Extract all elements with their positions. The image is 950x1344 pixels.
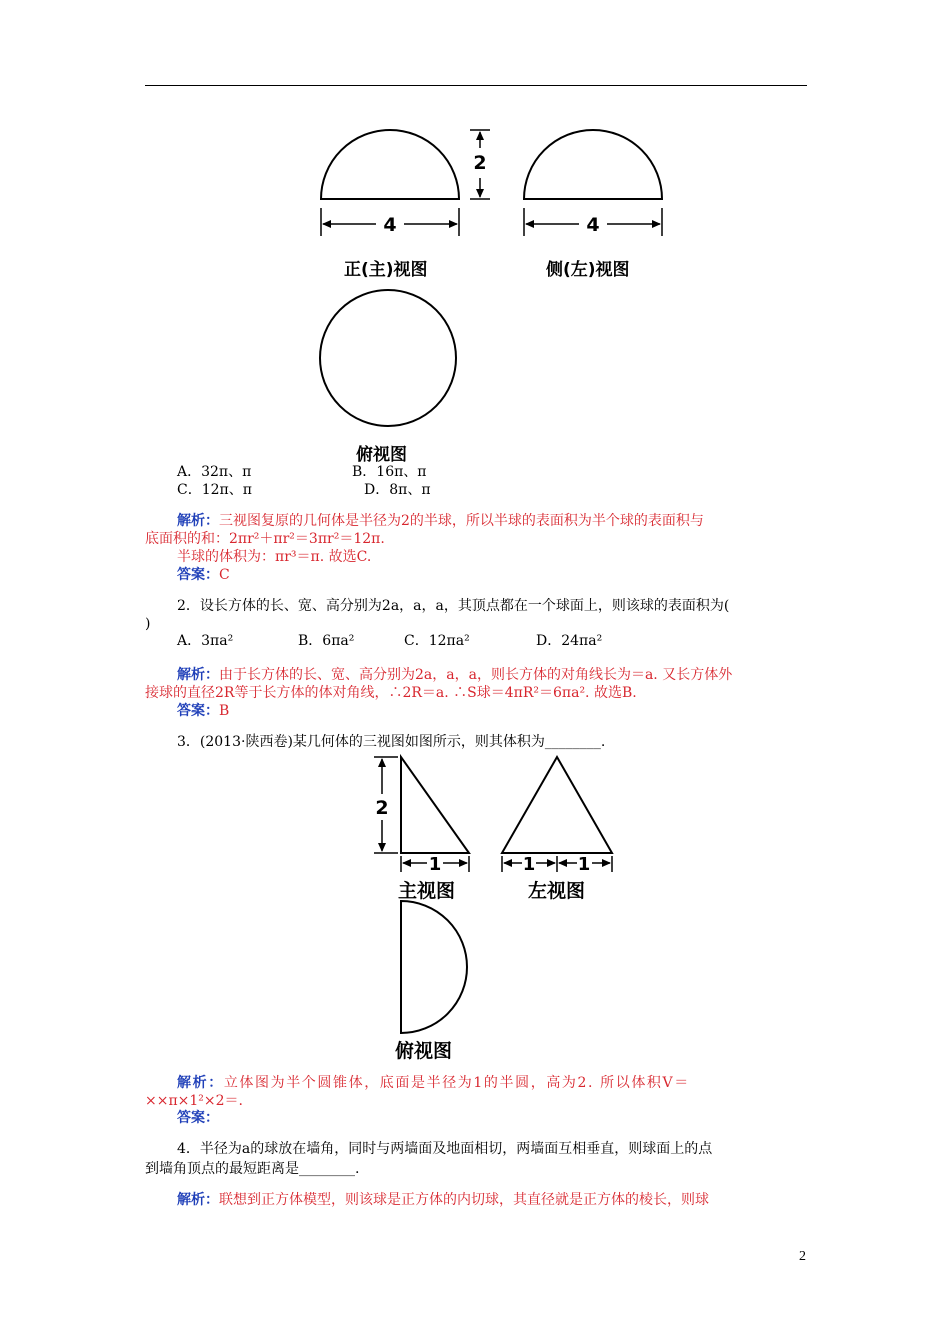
q4-analysis-line1: 解析：联想到正方体模型，则该球是正方体的内切球，其直径就是正方体的棱长，则球 <box>177 1192 709 1208</box>
caption-q3-front-view: 主视图 <box>398 880 456 902</box>
dim-front-width-label: 4 <box>383 214 397 236</box>
q3-stem: 3．(2013·陕西卷)某几何体的三视图如图所示，则其体积为________. <box>177 734 606 750</box>
page-number: 2 <box>799 1249 806 1264</box>
q2-analysis-label: 解析： <box>177 667 219 683</box>
q3-analysis-label: 解析： <box>177 1075 224 1091</box>
q1-analysis-label: 解析： <box>177 513 219 529</box>
q2-analysis-line2: 接球的直径2R等于长方体的体对角线，∴2R＝a. ∴S球＝4πR²＝6πa². 故选B. <box>145 685 637 701</box>
q1-analysis-line3: 半球的体积为：πr³＝π. 故选C. <box>177 549 372 565</box>
q3-answer-label: 答案： <box>177 1110 219 1126</box>
front-view-semicircle <box>321 130 459 199</box>
q1-analysis-line1: 解析：三视图复原的几何体是半径为2的半球，所以半球的表面积为半个球的表面积与 <box>177 513 704 529</box>
q2-choice-a: A．3πa² <box>177 633 234 649</box>
q2-choice-b: B．6πa² <box>298 633 355 649</box>
caption-q3-side-view: 左视图 <box>528 880 586 902</box>
dim-q3-left-half-label: 1 <box>522 854 536 875</box>
side-view-triangle <box>502 757 612 853</box>
q2-analysis-line1: 解析：由于长方体的长、宽、高分别为2a，a，a，则长方体的对角线长为＝a. 又长方体外 <box>177 667 733 683</box>
q2-choice-c: C．12πa² <box>404 633 470 649</box>
q1-choice-c: C．12π、π <box>177 482 252 498</box>
q1-answer: 答案：C <box>177 567 230 583</box>
q1-choice-b: B．16π、π <box>352 464 427 480</box>
top-view-circle <box>320 290 456 426</box>
q3-analysis-line1: 解析：立体图为半个圆锥体，底面是半径为1的半圆，高为2. 所以体积V＝ <box>177 1075 690 1091</box>
q1-analysis-line2: 底面积的和：2πr²＋πr²＝3πr²＝12π. <box>145 531 385 547</box>
dim-q3-base-label: 1 <box>428 854 442 875</box>
q1-choice-a: A．32π、π <box>177 464 252 480</box>
q4-stem-line2: 到墙角顶点的最短距离是________. <box>145 1161 360 1177</box>
side-view-semicircle <box>524 130 662 199</box>
caption-side-view: 侧(左)视图 <box>546 260 630 280</box>
q4-analysis-label: 解析： <box>177 1192 219 1208</box>
q2-answer: 答案：B <box>177 703 230 719</box>
caption-top-view: 俯视图 <box>356 445 407 465</box>
q4-stem-line1: 4．半径为a的球放在墙角，同时与两墙面及地面相切，两墙面互相垂直，则球面上的点 <box>177 1141 713 1157</box>
q2-stem-line2: ) <box>145 616 151 632</box>
header-rule <box>145 85 807 86</box>
caption-q3-top-view: 俯视图 <box>395 1040 453 1062</box>
q2-stem-line1: 2．设长方体的长、宽、高分别为2a，a，a，其顶点都在一个球面上，则该球的表面积为( <box>177 598 730 614</box>
q2-choice-d: D．24πa² <box>536 633 603 649</box>
dim-q3-right-half-label: 1 <box>577 854 591 875</box>
front-view-triangle <box>401 757 469 853</box>
q3-analysis-line2: ××π×1²×2＝. <box>145 1093 243 1109</box>
dim-side-width-label: 4 <box>586 214 600 236</box>
q1-choice-d: D．8π、π <box>364 482 431 498</box>
dim-q3-height-label: 2 <box>375 797 389 819</box>
top-view-half-disc <box>401 901 467 1033</box>
caption-front-view: 正(主)视图 <box>344 260 428 280</box>
dim-height-label: 2 <box>473 152 487 174</box>
